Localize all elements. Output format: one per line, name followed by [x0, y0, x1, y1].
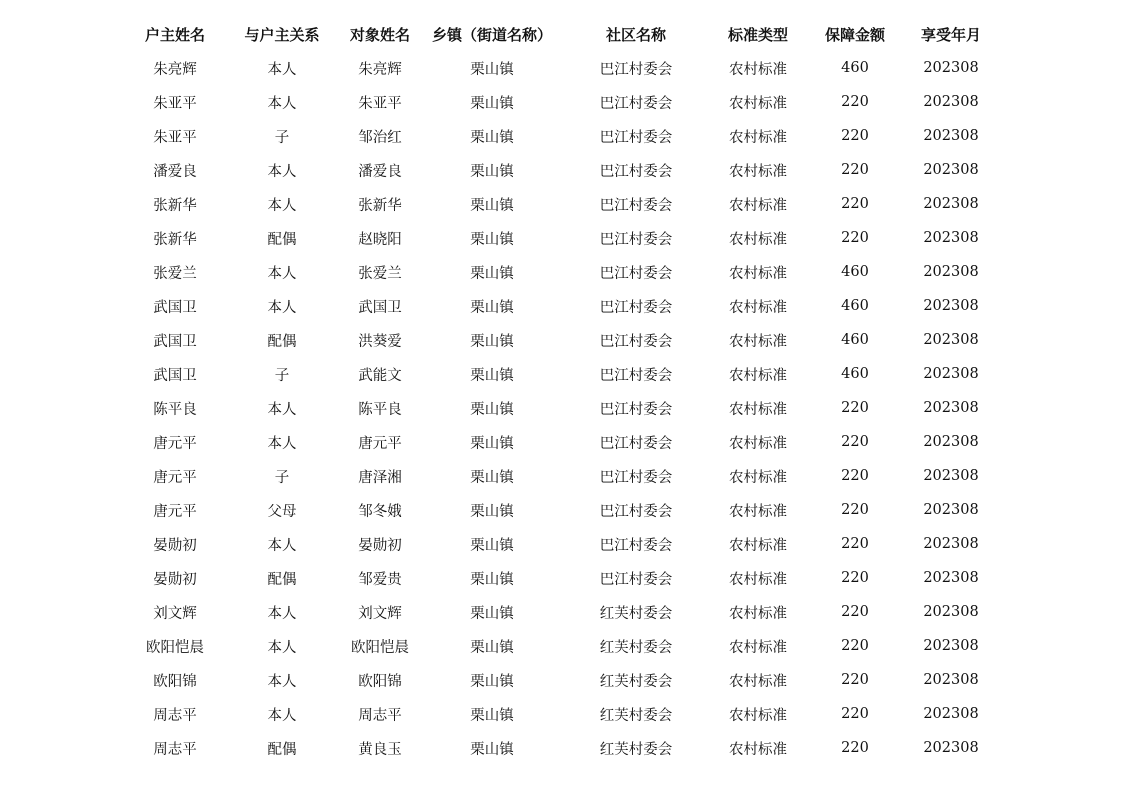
householder-name-cell: 晏勋初 — [153, 571, 197, 588]
month-cell: 202308 — [923, 536, 979, 552]
householder-name-cell: 唐元平 — [153, 435, 197, 452]
relationship-cell: 本人 — [267, 673, 297, 690]
relationship-cell: 本人 — [267, 605, 297, 622]
amount-cell: 460 — [841, 60, 869, 76]
town-cell: 栗山镇 — [470, 299, 514, 316]
community-cell: 巴江村委会 — [599, 435, 673, 452]
town-cell: 栗山镇 — [470, 367, 514, 384]
month-cell: 202308 — [923, 468, 979, 484]
community-cell: 红芙村委会 — [599, 707, 673, 724]
amount-cell: 460 — [841, 332, 869, 348]
recipient-name-cell: 欧阳恺晨 — [351, 639, 409, 656]
table-row — [120, 561, 994, 595]
table-row — [120, 357, 994, 391]
recipient-name-cell: 赵晓阳 — [358, 231, 402, 248]
standard-type-cell: 农村标准 — [729, 197, 787, 214]
recipient-name-cell: 武国卫 — [358, 299, 402, 316]
relationship-cell: 本人 — [267, 435, 297, 452]
standard-type-cell: 农村标准 — [729, 605, 787, 622]
standard-type-cell: 农村标准 — [729, 333, 787, 350]
community-cell: 巴江村委会 — [599, 401, 673, 418]
community-cell: 巴江村委会 — [599, 197, 673, 214]
table-row — [120, 187, 994, 221]
month-cell: 202308 — [923, 604, 979, 620]
relationship-cell: 配偶 — [267, 231, 297, 248]
relationship-cell: 配偶 — [267, 571, 297, 588]
standard-type-cell: 农村标准 — [729, 163, 787, 180]
recipient-name-cell: 邹治红 — [358, 129, 402, 146]
amount-cell: 220 — [841, 468, 869, 484]
householder-name-cell: 唐元平 — [153, 469, 197, 486]
month-cell: 202308 — [923, 162, 979, 178]
householder-name-cell: 张新华 — [153, 197, 197, 214]
amount-cell: 220 — [841, 706, 869, 722]
householder-name-cell: 欧阳恺晨 — [146, 639, 204, 656]
recipient-name-cell: 潘爱良 — [358, 163, 402, 180]
amount-cell: 220 — [841, 570, 869, 586]
town-cell: 栗山镇 — [470, 537, 514, 554]
householder-name-cell: 周志平 — [153, 707, 197, 724]
table-header — [120, 17, 994, 51]
recipient-name-cell: 邹冬娥 — [358, 503, 402, 520]
month-cell: 202308 — [923, 366, 979, 382]
relationship-cell: 本人 — [267, 299, 297, 316]
community-cell: 巴江村委会 — [599, 95, 673, 112]
month-cell: 202308 — [923, 706, 979, 722]
amount-cell: 220 — [841, 672, 869, 688]
table-row — [120, 459, 994, 493]
town-cell: 栗山镇 — [470, 639, 514, 656]
householder-name-cell: 武国卫 — [153, 299, 197, 316]
amount-cell: 220 — [841, 740, 869, 756]
householder-name-cell: 张新华 — [153, 231, 197, 248]
month-cell: 202308 — [923, 400, 979, 416]
community-cell: 巴江村委会 — [599, 265, 673, 282]
householder-name-cell: 晏勋初 — [153, 537, 197, 554]
relationship-cell: 本人 — [267, 401, 297, 418]
community-cell: 巴江村委会 — [599, 469, 673, 486]
recipient-name-cell: 黄良玉 — [358, 741, 402, 758]
recipient-name-cell: 朱亮辉 — [358, 61, 402, 78]
month-cell: 202308 — [923, 740, 979, 756]
month-cell: 202308 — [923, 230, 979, 246]
column-header-standard-type: 标准类型 — [727, 25, 788, 44]
recipient-name-cell: 晏勋初 — [358, 537, 402, 554]
standard-type-cell: 农村标准 — [729, 265, 787, 282]
standard-type-cell: 农村标准 — [729, 537, 787, 554]
standard-type-cell: 农村标准 — [729, 401, 787, 418]
recipient-name-cell: 陈平良 — [358, 401, 402, 418]
householder-name-cell: 朱亚平 — [153, 95, 197, 112]
column-header-relationship: 与户主关系 — [244, 25, 320, 44]
header-row — [120, 17, 994, 51]
relationship-cell: 子 — [274, 367, 290, 384]
table-row — [120, 85, 994, 119]
amount-cell: 220 — [841, 604, 869, 620]
town-cell: 栗山镇 — [470, 741, 514, 758]
standard-type-cell: 农村标准 — [729, 673, 787, 690]
amount-cell: 220 — [841, 196, 869, 212]
month-cell: 202308 — [923, 502, 979, 518]
table-row — [120, 527, 994, 561]
householder-name-cell: 潘爱良 — [153, 163, 197, 180]
standard-type-cell: 农村标准 — [729, 571, 787, 588]
month-cell: 202308 — [923, 196, 979, 212]
recipient-name-cell: 欧阳锦 — [358, 673, 402, 690]
table-row — [120, 697, 994, 731]
community-cell: 巴江村委会 — [599, 231, 673, 248]
table-row — [120, 289, 994, 323]
community-cell: 巴江村委会 — [599, 537, 673, 554]
town-cell: 栗山镇 — [470, 129, 514, 146]
standard-type-cell: 农村标准 — [729, 231, 787, 248]
recipient-name-cell: 邹爱贵 — [358, 571, 402, 588]
standard-type-cell: 农村标准 — [729, 367, 787, 384]
month-cell: 202308 — [923, 332, 979, 348]
town-cell: 栗山镇 — [470, 673, 514, 690]
relationship-cell: 本人 — [267, 61, 297, 78]
amount-cell: 220 — [841, 502, 869, 518]
column-header-town: 乡镇（街道名称） — [431, 25, 552, 44]
table-row — [120, 425, 994, 459]
standard-type-cell: 农村标准 — [729, 503, 787, 520]
amount-cell: 220 — [841, 162, 869, 178]
amount-cell: 460 — [841, 264, 869, 280]
standard-type-cell: 农村标准 — [729, 61, 787, 78]
householder-name-cell: 刘文辉 — [153, 605, 197, 622]
town-cell: 栗山镇 — [470, 265, 514, 282]
community-cell: 巴江村委会 — [599, 163, 673, 180]
town-cell: 栗山镇 — [470, 197, 514, 214]
community-cell: 巴江村委会 — [599, 503, 673, 520]
month-cell: 202308 — [923, 264, 979, 280]
town-cell: 栗山镇 — [470, 95, 514, 112]
householder-name-cell: 唐元平 — [153, 503, 197, 520]
householder-name-cell: 周志平 — [153, 741, 197, 758]
month-cell: 202308 — [923, 434, 979, 450]
amount-cell: 220 — [841, 536, 869, 552]
month-cell: 202308 — [923, 638, 979, 654]
table-row — [120, 323, 994, 357]
amount-cell: 220 — [841, 94, 869, 110]
community-cell: 红芙村委会 — [599, 605, 673, 622]
relationship-cell: 配偶 — [267, 333, 297, 350]
householder-name-cell: 武国卫 — [153, 367, 197, 384]
householder-name-cell: 欧阳锦 — [153, 673, 197, 690]
relationship-cell: 子 — [274, 469, 290, 486]
month-cell: 202308 — [923, 128, 979, 144]
relationship-cell: 本人 — [267, 197, 297, 214]
table-row — [120, 629, 994, 663]
month-cell: 202308 — [923, 60, 979, 76]
relationship-cell: 配偶 — [267, 741, 297, 758]
recipient-name-cell: 刘文辉 — [358, 605, 402, 622]
amount-cell: 220 — [841, 400, 869, 416]
town-cell: 栗山镇 — [470, 469, 514, 486]
table-row — [120, 221, 994, 255]
month-cell: 202308 — [923, 672, 979, 688]
amount-cell: 460 — [841, 298, 869, 314]
table-row — [120, 663, 994, 697]
standard-type-cell: 农村标准 — [729, 707, 787, 724]
relationship-cell: 本人 — [267, 707, 297, 724]
town-cell: 栗山镇 — [470, 605, 514, 622]
community-cell: 巴江村委会 — [599, 61, 673, 78]
table-row — [120, 731, 994, 765]
table-row — [120, 493, 994, 527]
table-row — [120, 255, 994, 289]
town-cell: 栗山镇 — [470, 707, 514, 724]
column-header-recipient-name: 对象姓名 — [349, 25, 410, 44]
relationship-cell: 本人 — [267, 95, 297, 112]
standard-type-cell: 农村标准 — [729, 741, 787, 758]
community-cell: 巴江村委会 — [599, 299, 673, 316]
month-cell: 202308 — [923, 570, 979, 586]
recipient-name-cell: 洪葵爱 — [358, 333, 402, 350]
relationship-cell: 本人 — [267, 537, 297, 554]
recipient-name-cell: 周志平 — [358, 707, 402, 724]
column-header-householder-name: 户主姓名 — [144, 25, 205, 44]
table-row — [120, 119, 994, 153]
community-cell: 巴江村委会 — [599, 571, 673, 588]
town-cell: 栗山镇 — [470, 231, 514, 248]
relationship-cell: 本人 — [267, 265, 297, 282]
standard-type-cell: 农村标准 — [729, 469, 787, 486]
relationship-cell: 子 — [274, 129, 290, 146]
amount-cell: 220 — [841, 230, 869, 246]
amount-cell: 220 — [841, 128, 869, 144]
householder-name-cell: 朱亚平 — [153, 129, 197, 146]
community-cell: 红芙村委会 — [599, 639, 673, 656]
town-cell: 栗山镇 — [470, 61, 514, 78]
householder-name-cell: 陈平良 — [153, 401, 197, 418]
householder-name-cell: 张爱兰 — [153, 265, 197, 282]
town-cell: 栗山镇 — [470, 401, 514, 418]
relationship-cell: 本人 — [267, 163, 297, 180]
town-cell: 栗山镇 — [470, 503, 514, 520]
beneficiary-table — [120, 17, 994, 765]
relationship-cell: 父母 — [267, 503, 297, 520]
town-cell: 栗山镇 — [470, 163, 514, 180]
table-body — [120, 51, 994, 765]
column-header-community: 社区名称 — [605, 25, 666, 44]
community-cell: 巴江村委会 — [599, 367, 673, 384]
amount-cell: 220 — [841, 638, 869, 654]
amount-cell: 220 — [841, 434, 869, 450]
table-row — [120, 595, 994, 629]
standard-type-cell: 农村标准 — [729, 129, 787, 146]
column-header-amount: 保障金额 — [824, 25, 885, 44]
recipient-name-cell: 唐元平 — [358, 435, 402, 452]
recipient-name-cell: 武能文 — [358, 367, 402, 384]
community-cell: 巴江村委会 — [599, 129, 673, 146]
recipient-name-cell: 唐泽湘 — [358, 469, 402, 486]
community-cell: 巴江村委会 — [599, 333, 673, 350]
standard-type-cell: 农村标准 — [729, 299, 787, 316]
standard-type-cell: 农村标准 — [729, 95, 787, 112]
householder-name-cell: 武国卫 — [153, 333, 197, 350]
table-row — [120, 391, 994, 425]
column-header-month: 享受年月 — [920, 25, 981, 44]
relationship-cell: 本人 — [267, 639, 297, 656]
town-cell: 栗山镇 — [470, 333, 514, 350]
standard-type-cell: 农村标准 — [729, 435, 787, 452]
recipient-name-cell: 朱亚平 — [358, 95, 402, 112]
month-cell: 202308 — [923, 94, 979, 110]
town-cell: 栗山镇 — [470, 571, 514, 588]
recipient-name-cell: 张新华 — [358, 197, 402, 214]
table-row — [120, 51, 994, 85]
table-row — [120, 153, 994, 187]
amount-cell: 460 — [841, 366, 869, 382]
month-cell: 202308 — [923, 298, 979, 314]
householder-name-cell: 朱亮辉 — [153, 61, 197, 78]
standard-type-cell: 农村标准 — [729, 639, 787, 656]
town-cell: 栗山镇 — [470, 435, 514, 452]
community-cell: 红芙村委会 — [599, 673, 673, 690]
community-cell: 红芙村委会 — [599, 741, 673, 758]
recipient-name-cell: 张爱兰 — [358, 265, 402, 282]
